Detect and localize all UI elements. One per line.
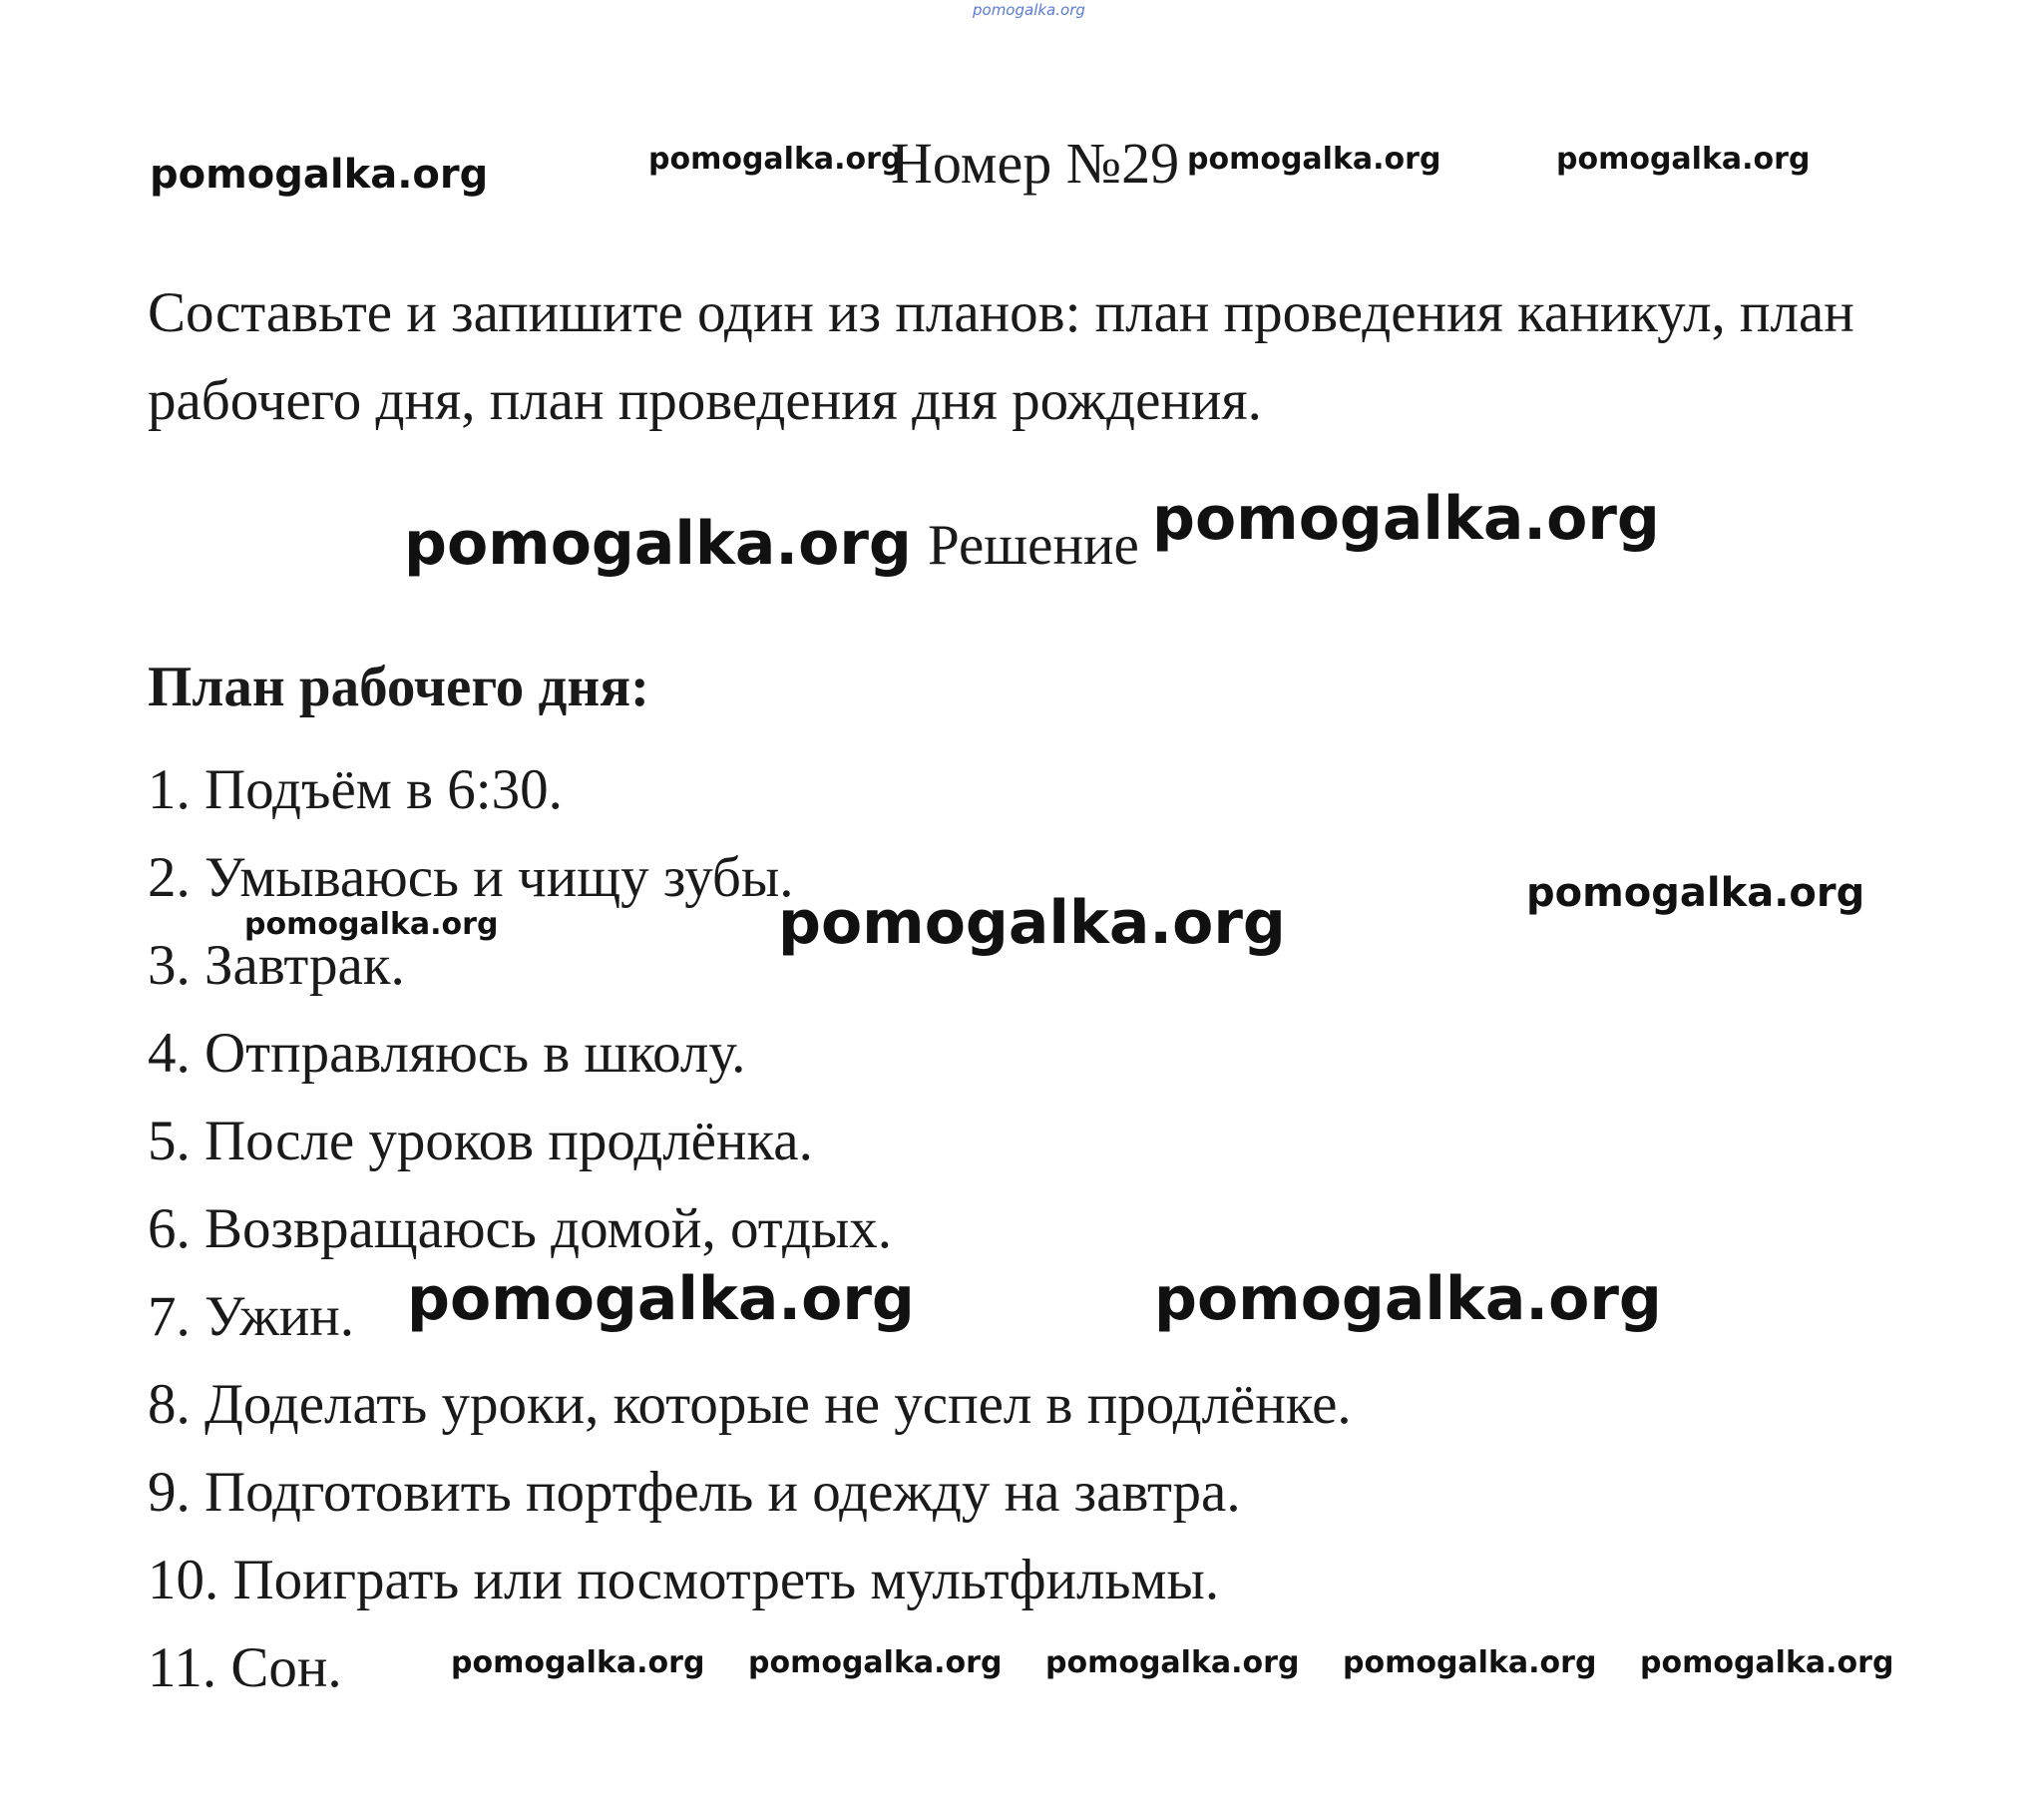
watermark: pomogalka.org [648,142,903,177]
plan-title: План рабочего дня: [148,656,650,718]
watermark: pomogalka.org [778,888,1286,958]
watermark: pomogalka.org [1526,870,1865,916]
watermark: pomogalka.org [1343,1645,1597,1680]
list-item: 6. Возвращаюсь домой, отдых. [148,1197,893,1260]
list-item: 2. Умываюсь и чищу зубы. [148,846,794,909]
watermark: pomogalka.org [404,509,912,579]
list-item: 10. Поиграть или посмотреть мультфильмы. [148,1549,1220,1611]
watermark: pomogalka.org [1187,142,1441,177]
watermark: pomogalka.org [748,1645,1003,1680]
watermark: pomogalka.org [1556,142,1811,177]
solution-label: Решение [928,514,1139,577]
task-text: Составьте и запишите один из планов: план проведения каникул, план рабочего дня, план проведения дня рождения. [148,281,1854,432]
watermark: pomogalka.org [407,1264,915,1334]
watermark: pomogalka.org [1640,1645,1894,1680]
list-item: 1. Подъём в 6:30. [148,758,563,821]
watermark-top: pomogalka.org [973,1,1085,19]
watermark: pomogalka.org [1152,484,1660,554]
page-title: Номер №29 [891,131,1180,196]
watermark: pomogalka.org [244,907,499,942]
watermark: pomogalka.org [1045,1645,1300,1680]
list-item: 11. Сон. [148,1636,342,1699]
list-item: 3. Завтрак. [148,934,405,997]
list-item: 8. Доделать уроки, которые не успел в продлёнке. [148,1373,1352,1436]
watermark: pomogalka.org [150,152,489,198]
watermark: pomogalka.org [451,1645,705,1680]
list-item: 5. После уроков продлёнка. [148,1110,813,1172]
list-item: 9. Подготовить портфель и одежду на завтра. [148,1461,1241,1524]
list-item: 7. Ужин. [148,1285,354,1348]
watermark: pomogalka.org [1154,1264,1662,1334]
list-item: 4. Отправляюсь в школу. [148,1022,746,1085]
